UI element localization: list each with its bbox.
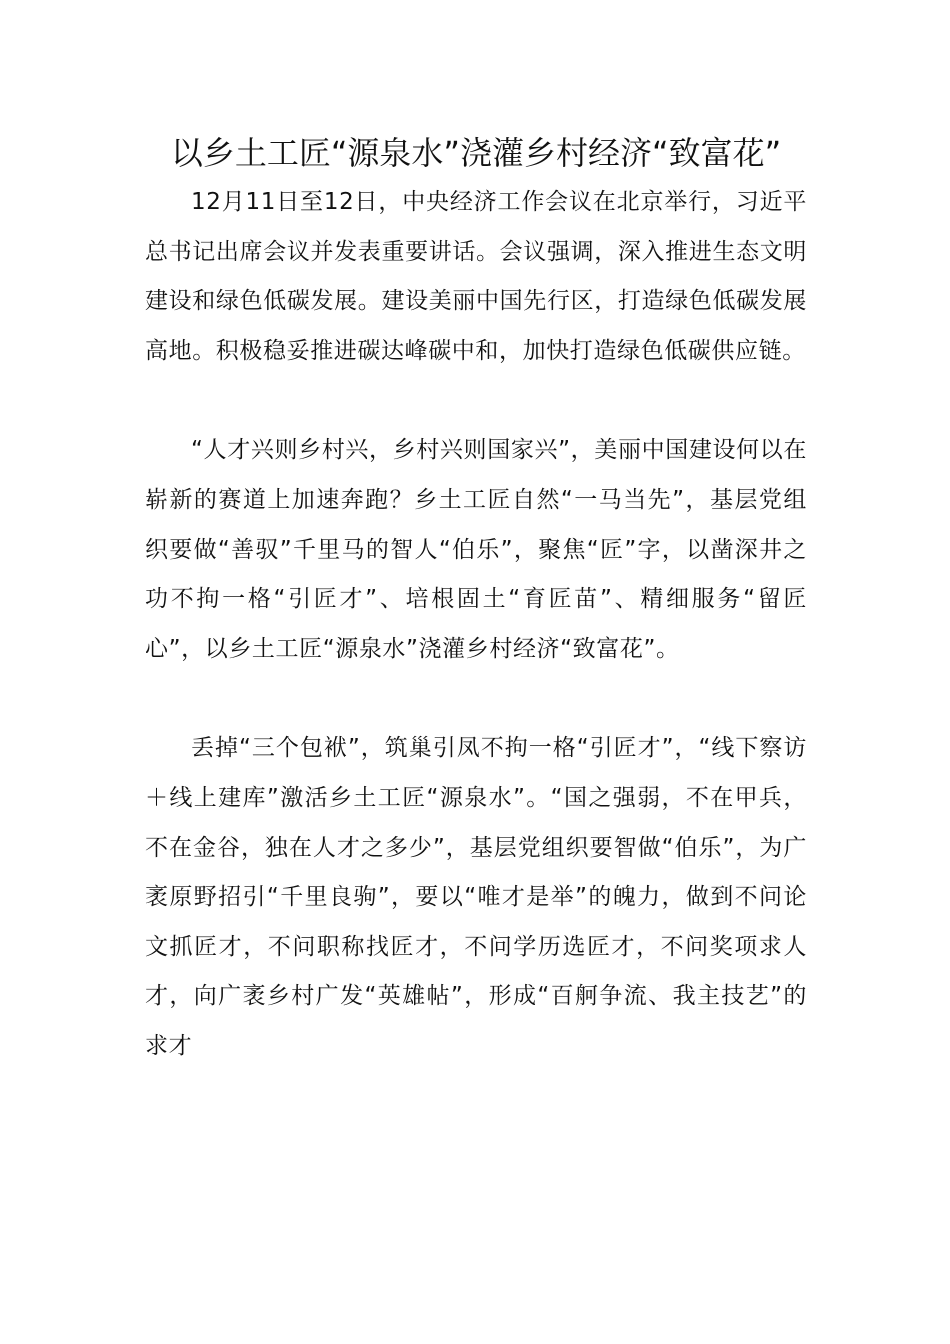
paragraph-spacer (145, 376, 807, 426)
paragraph-spacer (145, 674, 807, 724)
paragraph-3: 丢掉“三个包袱”，筑巢引凤不拘一格“引匠才”，“线下察访＋线上建库”激活乡土工匠“源泉水”。“国之强弱，不在甲兵，不在金谷，独在人才之多少”，基层党组织要智做“伯乐”，为广袤原野招引“千里良驹”，要以“唯才是举”的魄力，做到不问论文抓匠才，不问职称找匠才，不问学历选匠才，不问奖项求人才，向广袤乡村广发“英雄帖”，形成“百舸争流、我主技艺”的求才 (145, 735, 807, 1059)
paragraph-1: 12月11日至12日，中央经济工作会议在北京举行，习近平总书记出席会议并发表重要讲话。会议强调，深入推进生态文明建设和绿色低碳发展。建设美丽中国先行区，打造绿色低碳发展高地。积极稳妥推进碳达峰碳中和，加快打造绿色低碳供应链。 (145, 189, 807, 364)
document-title: 以乡土工匠“源泉水”浇灌乡村经济“致富花” (170, 134, 782, 172)
paragraph-2: “人才兴则乡村兴，乡村兴则国家兴”，美丽中国建设何以在崭新的赛道上加速奔跑？乡土工匠自然“一马当先”，基层党组织要做“善驭”千里马的智人“伯乐”，聚焦“匠”字，以凿深井之功不拘一格“引匠才”、培根固土“育匠苗”、精细服务“留匠心”，以乡土工匠“源泉水”浇灌乡村经济“致富花”。 (145, 437, 807, 662)
document-page (145, 128, 807, 1072)
